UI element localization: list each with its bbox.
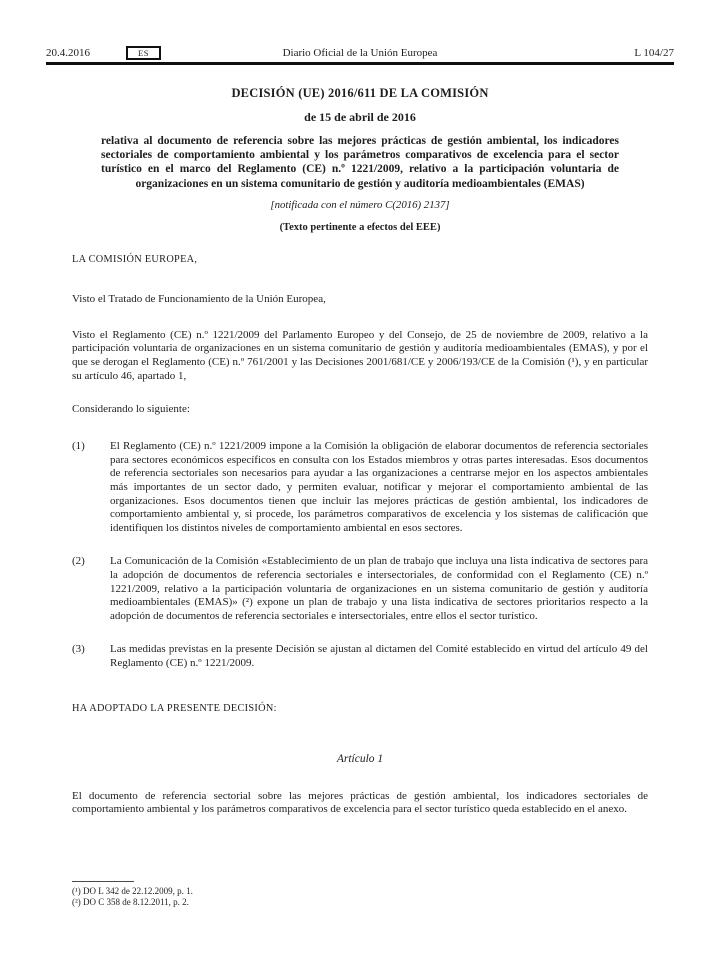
- page-reference: L 104/27: [634, 47, 674, 59]
- citation-regulation: Visto el Reglamento (CE) n.º 1221/2009 del Parlamento Europeo y del Consejo, de 25 de noviembre de 2009, relativo a la participación voluntaria de organizaciones en un sistema comunitario de gestión y auditoría medioambientales (EMAS), y por el que se derogan el Reglamento (CE) n.º 761/2001 y las Decisiones 2001/681/CE y 2006/193/CE de la Comisión (¹), y en particular su artículo 46, apartado 1,: [72, 328, 648, 382]
- article-1-text: El documento de referencia sectorial sobre las mejores prácticas de gestión ambiental, los indicadores sectoriales de comportamiento ambiental y los parámetros comparativos de excelencia para el sector turístico queda establecido en el anexo.: [72, 789, 648, 816]
- recital-number: (3): [72, 643, 85, 656]
- citation-treaty: Visto el Tratado de Funcionamiento de la Unión Europea,: [72, 292, 326, 305]
- recital-text: El Reglamento (CE) n.º 1221/2009 impone a la Comisión la obligación de elaborar documentos de referencia sectoriales para sectores económicos específicos en consulta con los Estados miembros y otras partes interesadas. Esos documentos de referencia sectoriales son necesarios para ayudar a las organizaciones a centrarse mejor en los aspectos ambientales más importantes de un sector dado, y permiten evaluar, notificar y mejorar el comportamiento ambiental de las organizaciones. Esos documentos tienen que incluir las mejores prácticas de gestión ambiental, los indicadores de comportamiento ambiental y, si procede, los parámetros comparativos de excelencia y los sistemas de calificación que identifiquen los distintos niveles de comportamiento ambiental en esos sectores.: [110, 440, 648, 534]
- article-1-heading: Artículo 1: [336, 752, 384, 765]
- footnote-rule: [72, 881, 134, 882]
- document-body: [72, 80, 648, 817]
- recitals-list: [72, 440, 648, 670]
- recital-text: La Comunicación de la Comisión «Establecimiento de un plan de trabajo que incluya una lista indicativa de sectores para la adopción de documentos de referencia sectoriales e intersectoriales, de conformidad con el Reglamento (CE) n.º 1221/2009, relativo a la participación voluntaria de organizaciones en un sistema comunitario de gestión y auditoría medioambientales (EMAS)» (²) expone un plan de trabajo y una lista indicativa de sectores prioritarios respecto a la adopción de documentos de referencia sectoriales e intersectoriales, entre ellos el sector turístico.: [110, 555, 648, 622]
- adoption-formula: HA ADOPTADO LA PRESENTE DECISIÓN:: [72, 702, 277, 714]
- header-rule: [46, 62, 674, 65]
- recital-number: (1): [72, 440, 85, 453]
- decision-subject: relativa al documento de referencia sobre las mejores prácticas de gestión ambiental, los indicadores sectoriales de comportamiento ambiental y los parámetros comparativos de excelencia para el sector turístico en el marco del Reglamento (CE) n.º 1221/2009, relativo a la participación voluntaria de organizaciones en un sistema comunitario de gestión y auditoría medioambientales (EMAS): [101, 135, 619, 190]
- page-header: [46, 46, 674, 62]
- recital-3: [72, 643, 648, 670]
- recital-number: (2): [72, 555, 85, 568]
- footnote-2: (²) DO C 358 de 8.12.2011, p. 2.: [72, 896, 189, 907]
- recital-text: Las medidas previstas en la presente Decisión se ajustan al dictamen del Comité establecido en virtud del artículo 49 del Reglamento (CE) n.º 1221/2009.: [110, 643, 648, 669]
- footnote-1: (¹) DO L 342 de 22.12.2009, p. 1.: [72, 886, 193, 896]
- decision-date: de 15 de abril de 2016: [304, 110, 416, 124]
- language-badge: ES: [126, 46, 161, 60]
- header-date: 20.4.2016: [46, 47, 90, 59]
- considering-line: Considerando lo siguiente:: [72, 403, 190, 416]
- recital-2: [72, 555, 648, 623]
- footnotes-block: [72, 881, 648, 907]
- preamble-opening: LA COMISIÓN EUROPEA,: [72, 253, 198, 265]
- journal-title: Diario Oficial de la Unión Europea: [282, 47, 438, 59]
- notification-reference: [notificada con el número C(2016) 2137]: [270, 198, 450, 211]
- eea-relevance-note: (Texto pertinente a efectos del EEE): [279, 221, 441, 233]
- decision-title: DECISIÓN (UE) 2016/611 DE LA COMISIÓN: [231, 86, 489, 100]
- recital-1: [72, 440, 648, 535]
